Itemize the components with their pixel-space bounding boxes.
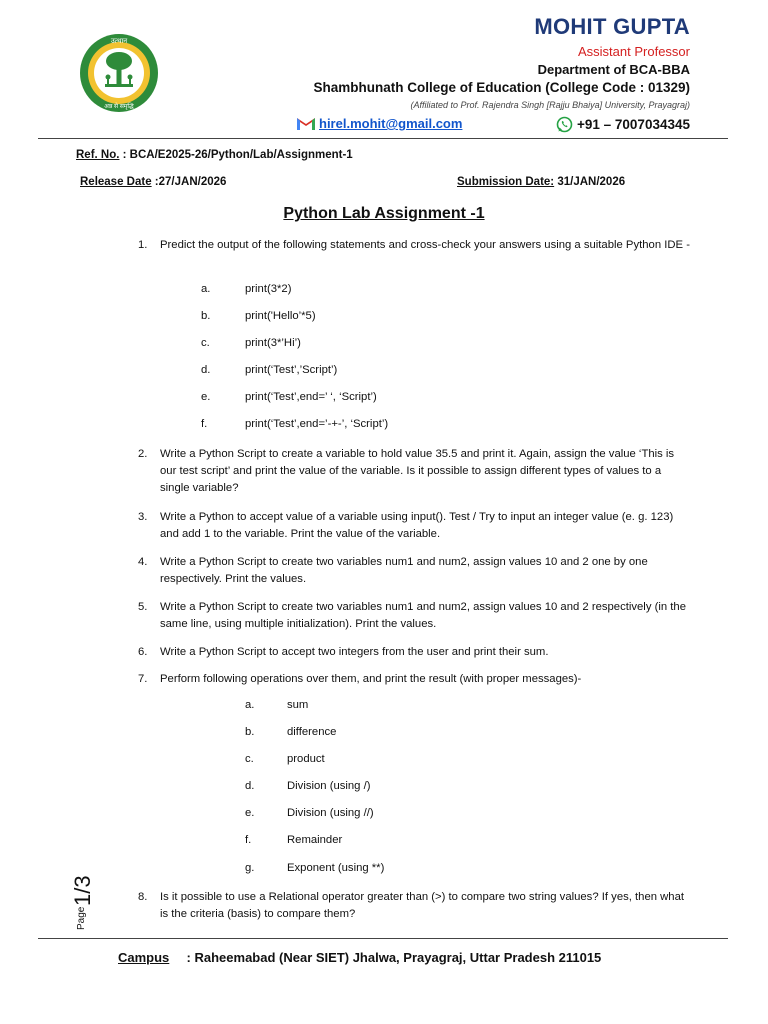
q7-item-text: Exponent (using **)	[287, 862, 385, 874]
ref-value: : BCA/E2025-26/Python/Lab/Assignment-1	[119, 149, 353, 161]
question-number: 1.	[138, 239, 148, 251]
question-3	[138, 509, 690, 543]
q7-item-text: sum	[287, 699, 309, 711]
question-text: Write a Python Script to create two variables num1 and num2, assign values 10 and 2 respectively (in the same line, using multiple initialization). Print the values.	[160, 601, 687, 630]
logo-top-text: उत्थान	[110, 38, 128, 45]
q7-item-text: product	[287, 753, 325, 765]
question-number: 4.	[138, 556, 148, 568]
mail-icon	[296, 116, 316, 131]
ref-label: Ref. No.	[76, 149, 120, 161]
campus-label: Campus	[118, 950, 170, 965]
q1-item-letter: b.	[201, 310, 211, 322]
submission-date-line	[457, 176, 625, 188]
question-number: 7.	[138, 673, 148, 685]
question-number: 3.	[138, 511, 148, 523]
q7-item-letter: e.	[245, 807, 255, 819]
assignment-title	[0, 205, 768, 223]
q1-item-letter: e.	[201, 391, 211, 403]
question-number: 6.	[138, 646, 148, 658]
submission-label: Submission Date:	[457, 176, 555, 188]
question-text: Predict the output of the following statements and cross-check your answers using a suitable Python IDE -	[160, 239, 690, 251]
question-2	[138, 446, 690, 497]
q1-item-code: print('Hello’*5)	[245, 310, 316, 322]
logo-bottom-text: अन्न से समृद्धि	[104, 104, 134, 110]
q1-item-code: print(‘Test’,’Script’)	[245, 364, 338, 376]
question-7	[138, 671, 690, 688]
question-number: 8.	[138, 891, 148, 903]
release-value: :27/JAN/2026	[151, 176, 227, 188]
release-date-line	[80, 176, 226, 188]
page-count: 1/3	[70, 875, 95, 906]
q7-item-text: difference	[287, 726, 337, 738]
release-label: Release Date	[80, 176, 152, 188]
page-number	[62, 868, 102, 938]
question-1	[138, 237, 690, 271]
question-number: 5.	[138, 601, 148, 613]
college-name: Shambhunath College of Education (College Code : 01329)	[313, 80, 690, 95]
question-text: Perform following operations over them, and print the result (with proper messages)-	[160, 673, 582, 685]
q7-item-text: Remainder	[287, 834, 343, 846]
q7-item-text: Division (using /)	[287, 780, 371, 792]
phone-number: +91 – 7007034345	[577, 117, 690, 132]
q7-item-letter: a.	[245, 699, 255, 711]
question-5	[138, 599, 690, 633]
q1-item-code: print(3*’Hi’)	[245, 337, 301, 349]
q7-item-letter: c.	[245, 753, 254, 765]
q1-item-code: print(‘Test’,end=’-+-’, ‘Script’)	[245, 418, 389, 430]
q1-item-letter: f.	[201, 418, 208, 430]
question-text: Is it possible to use a Relational operator greater than (>) to compare two string values? If yes, then what is the criteria (basis) to compare them?	[160, 891, 685, 920]
college-logo	[78, 32, 160, 114]
campus-address-text: : Raheemabad (Near SIET) Jhalwa, Prayagraj, Uttar Pradesh 211015	[186, 950, 602, 965]
phone-contact	[556, 116, 690, 133]
question-8	[138, 889, 690, 923]
whatsapp-icon	[556, 116, 573, 133]
question-text: Write a Python Script to create two variables num1 and num2, assign values 10 and 2 one by one respectively. Print the values.	[160, 556, 648, 585]
q7-item-letter: g.	[245, 862, 255, 874]
author-name: MOHIT GUPTA	[534, 14, 690, 39]
q1-item-letter: a.	[201, 283, 211, 295]
question-text: Write a Python Script to create a variable to hold value 35.5 and print it. Again, assign the value ‘This is our test script’ and print the value of the variable. Is it possible to assign different types of values to a single variable?	[160, 448, 675, 494]
q1-item-code: print(3*2)	[245, 283, 292, 295]
assignment-title-text: Python Lab Assignment -1	[283, 205, 485, 222]
affiliation: (Affiliated to Prof. Rajendra Singh [Rajju Bhaiya] University, Prayagraj)	[410, 100, 690, 110]
footer-divider	[38, 938, 728, 939]
ref-no-line	[76, 149, 353, 161]
q7-item-letter: f.	[245, 834, 252, 846]
question-6	[138, 644, 690, 661]
question-text: Write a Python Script to accept two integers from the user and print their sum.	[160, 646, 549, 658]
author-role: Assistant Professor	[578, 44, 690, 59]
q7-item-letter: d.	[245, 780, 255, 792]
submission-value: 31/JAN/2026	[554, 176, 626, 188]
email-link[interactable]: hirel.mohit@gmail.com	[319, 116, 463, 131]
q1-item-letter: c.	[201, 337, 210, 349]
q1-item-code: print(‘Test’,end=’ ‘, ‘Script’)	[245, 391, 377, 403]
campus-address	[118, 950, 601, 965]
question-text: Write a Python to accept value of a variable using input(). Test / Try to input an integer value (e. g. 123) and add 1 to the variable. Print the value of the variable.	[160, 511, 674, 540]
question-number: 2.	[138, 448, 148, 460]
q7-item-text: Division (using //)	[287, 807, 374, 819]
page-label: Page	[76, 906, 87, 930]
q1-item-letter: d.	[201, 364, 211, 376]
department: Department of BCA-BBA	[537, 62, 690, 77]
question-4	[138, 554, 690, 588]
q7-item-letter: b.	[245, 726, 255, 738]
email-contact	[296, 116, 462, 131]
header-divider	[38, 138, 728, 139]
